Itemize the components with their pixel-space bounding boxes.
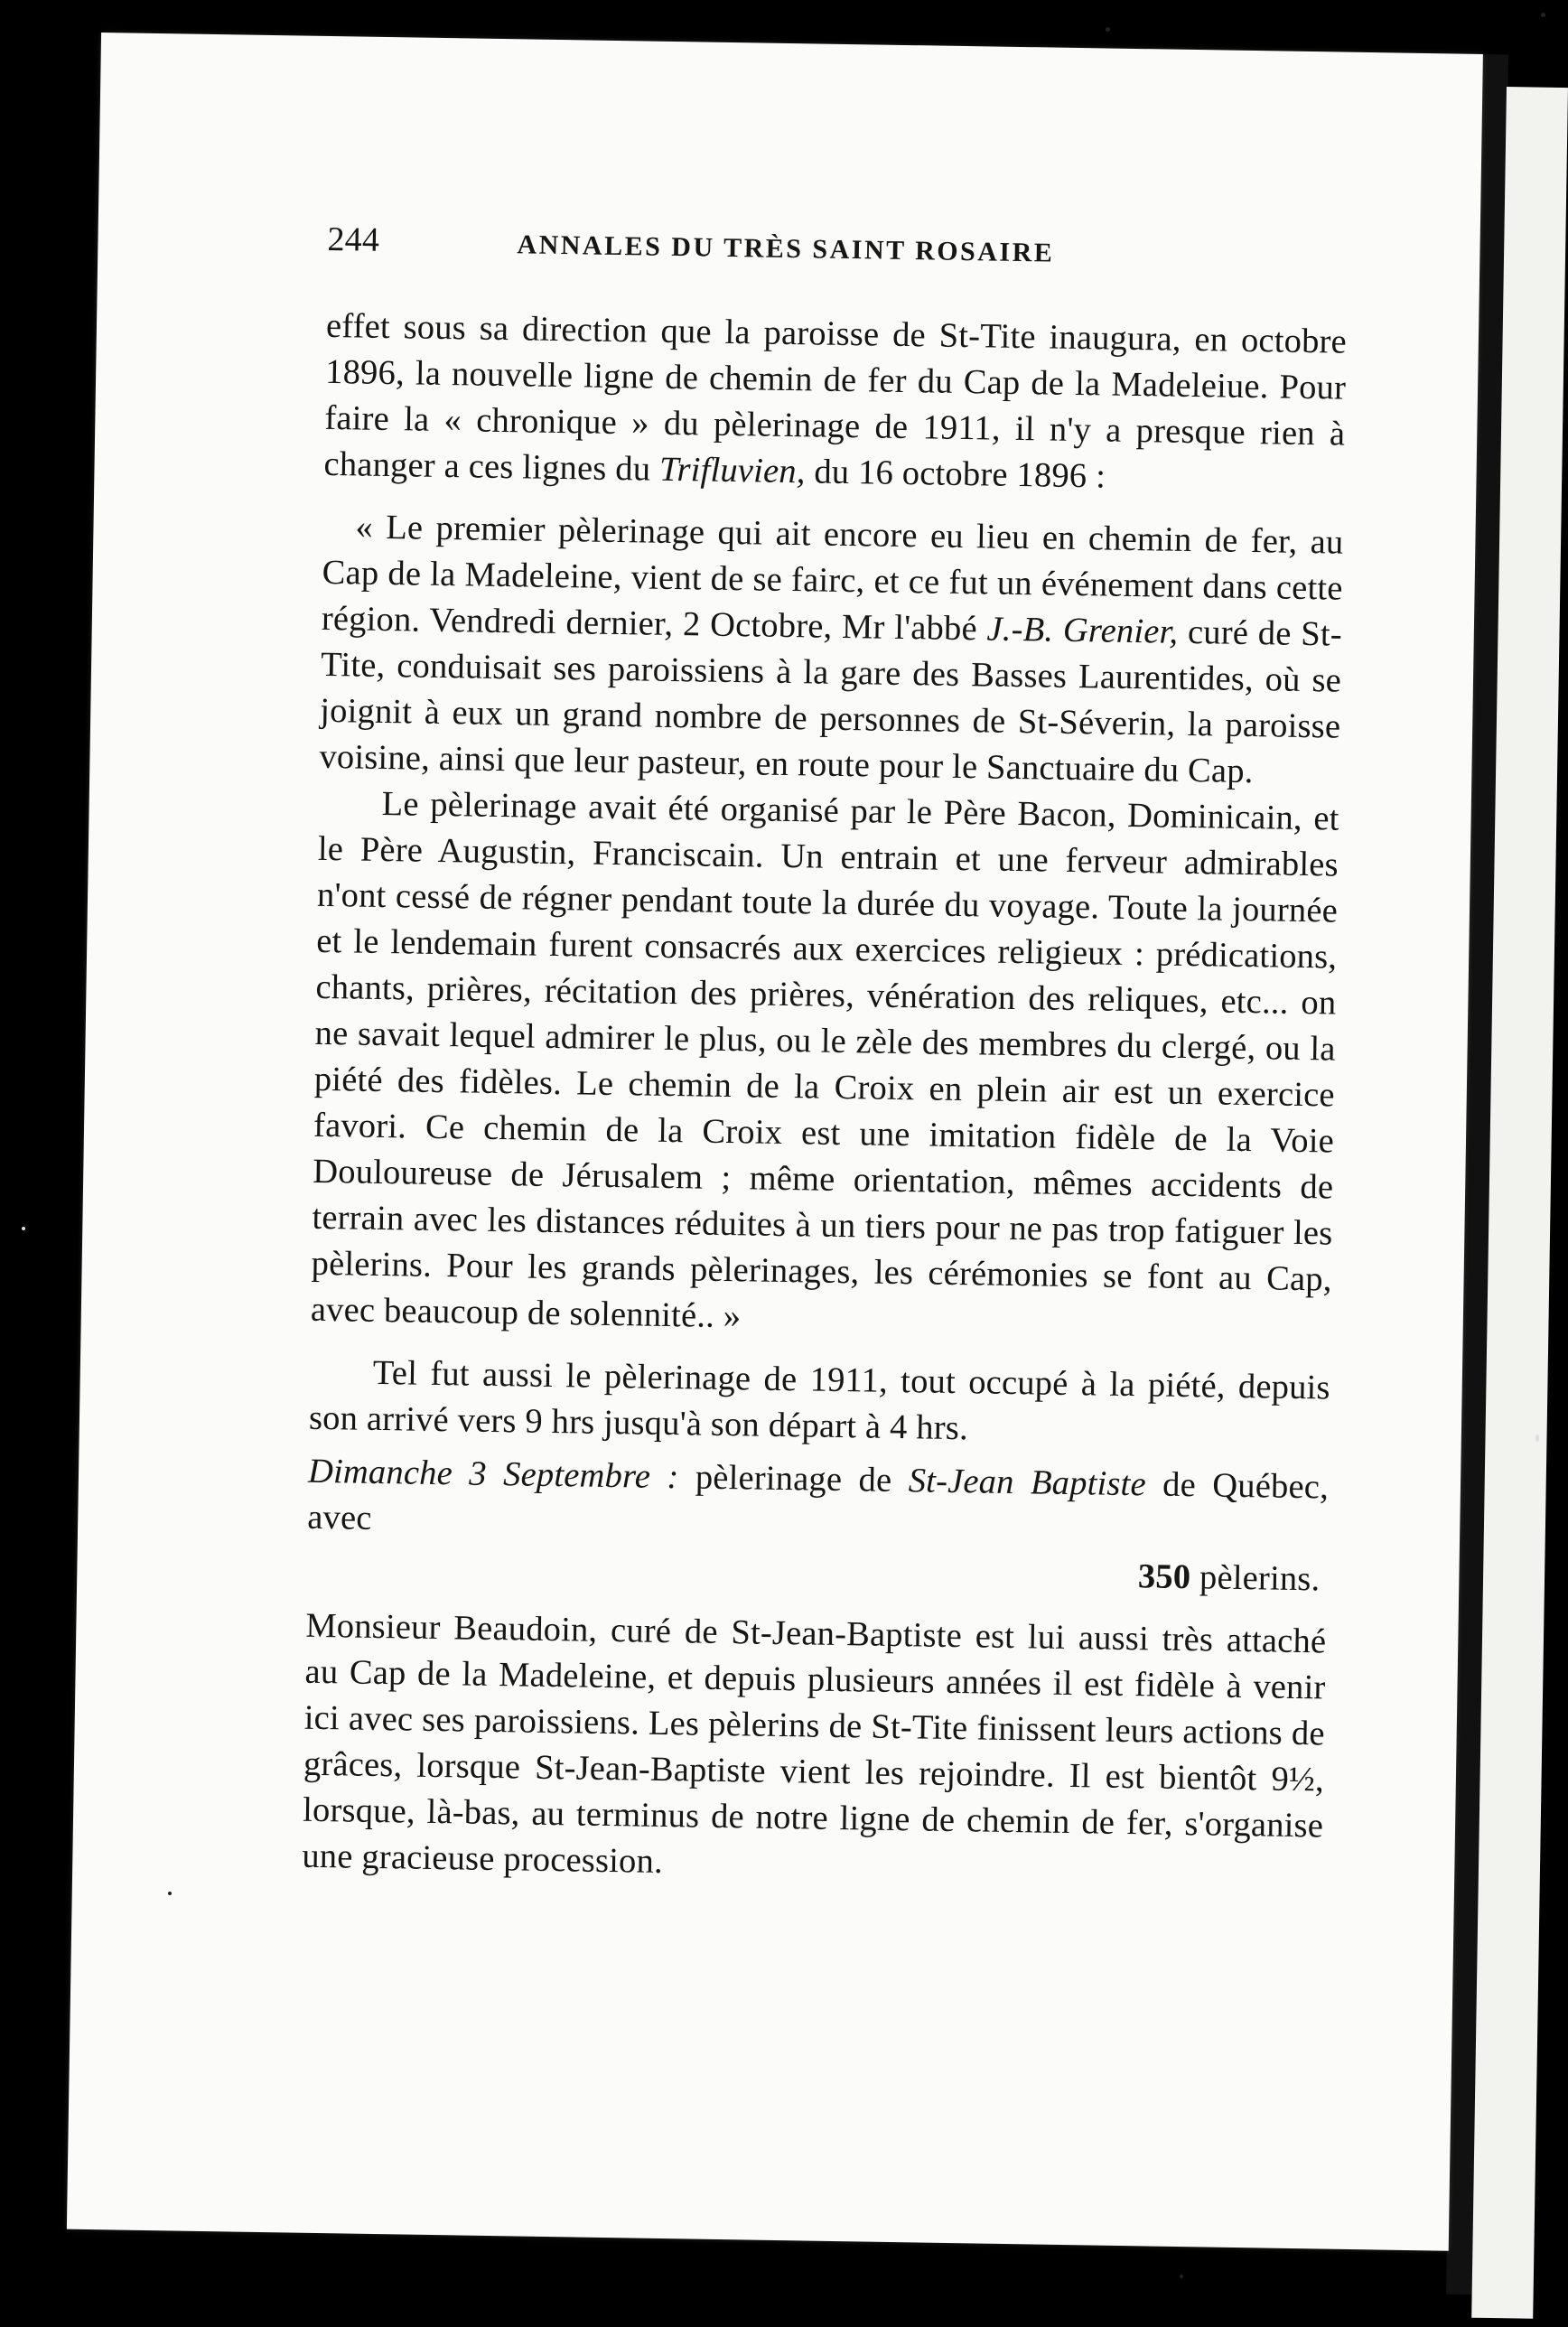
paragraph-4 <box>309 1350 1330 1458</box>
pilgrim-count-label: pèlerins. <box>1199 1558 1321 1599</box>
page-number: 244 <box>327 220 380 259</box>
paragraph-4-text: Tel fut aussi le pèlerinage de 1911, tout occupé à la piété, depuis son arrivé vers 9 hrs jusqu'à son départ à 4 hrs. <box>308 1353 1331 1448</box>
scan-speck <box>168 1892 172 1895</box>
paragraph-6-text: Monsieur Beaudoin, curé de St-Jean-Baptiste est lui aussi très attaché au Cap de la Madeleine, et depuis plusieurs années il est fidèle à venir ici avec ses paroissiens. Les pèlerins de St-Tite finissent leurs actions de grâces, lorsque St-Jean-Baptiste vient les rejoindre. Il est bientôt 9½, lorsque, là-bas, au terminus de notre ligne de chemin de fer, s'organise une gracieuse procession. <box>302 1606 1327 1881</box>
paragraph-3-text: Le pèlerinage avait été organisé par le Père Bacon, Dominicain, et le Père Augustin, Franciscain. Un entrain et une ferveur admirables n'ont cessé de régner pendant toute la durée du voyage. Toute la journée et le lendemain furent consacrés aux exercices religieux : prédications, chants, prières, récitation des prières, vénération des reliques, etc... on ne savait lequel admirer le plus, ou le zèle des membres du clergé, ou la piété des fidèles. Le chemin de la Croix en plein air est un exercice favori. Ce chemin de la Croix est une imitation fidèle de la Voie Douloureuse de Jérusalem ; même orientation, mêmes accidents de terrain avec les distances réduites à un tiers pour ne pas trop fatiguer les pèlerins. Pour les grands pèlerinages, les cérémonies se font au Cap, avec beaucoup de solennité.. » <box>310 784 1339 1336</box>
book-page <box>67 33 1483 2251</box>
paragraph-1-end: du 16 octobre 1896 : <box>814 453 1106 496</box>
paragraph-5-parish: St-Jean Baptiste <box>908 1462 1163 1504</box>
paragraph-2-italic: J.-B. Grenier, <box>986 610 1189 651</box>
paragraph-5-date: Dimanche 3 Septembre : <box>307 1452 696 1497</box>
paragraph-5 <box>307 1449 1329 1557</box>
paragraph-1-text: effet sous sa direction que la paroisse de St-Tite inaugura, en octobre 1896, la nouvelle ligne de chemin de fer du Cap de la Madeleiue. Pour faire la « chronique » du pèlerinage de 1911, il n'y a presque rien à changer a ces lignes du <box>323 306 1348 489</box>
paragraph-6 <box>302 1603 1327 1896</box>
scan-speck <box>1541 13 1545 17</box>
paragraph-2-end: curé de St-Tite, conduisait ses paroissiens à la gare des Basses Laurentides, où se joignit à eux un grand nombre de personnes de St-Séverin, la paroisse voisine, ainsi que leur pasteur, en route pour le Sanctuaire du Cap. <box>319 612 1343 791</box>
scan-speck <box>1180 2275 1183 2278</box>
scan-speck <box>22 1227 25 1230</box>
paragraph-1-italic: Trifluvien, <box>658 450 815 491</box>
running-title: ANNALES DU TRÈS SAINT ROSAIRE <box>517 229 1055 268</box>
scan-speck <box>1535 1435 1539 1442</box>
paragraph-3 <box>311 780 1339 1350</box>
running-head <box>327 217 1349 296</box>
paragraph-5-mid: pèlerinage de <box>695 1458 910 1500</box>
paragraph-1 <box>323 304 1347 504</box>
paragraph-2 <box>319 504 1344 797</box>
pilgrim-count: 350 <box>1137 1557 1200 1597</box>
paragraph-2-text: « Le premier pèlerinage qui ait encore eu lieu en chemin de fer, au Cap de la Madeleine, vient de se fairc, et ce fut un événement dans cette région. Vendredi dernier, 2 Octobre, Mr l'abbé <box>321 508 1344 649</box>
scan-speck <box>1106 27 1110 32</box>
page-text-block <box>302 217 1349 1896</box>
paragraph-5-end: de Québec, avec <box>306 1465 1330 1537</box>
